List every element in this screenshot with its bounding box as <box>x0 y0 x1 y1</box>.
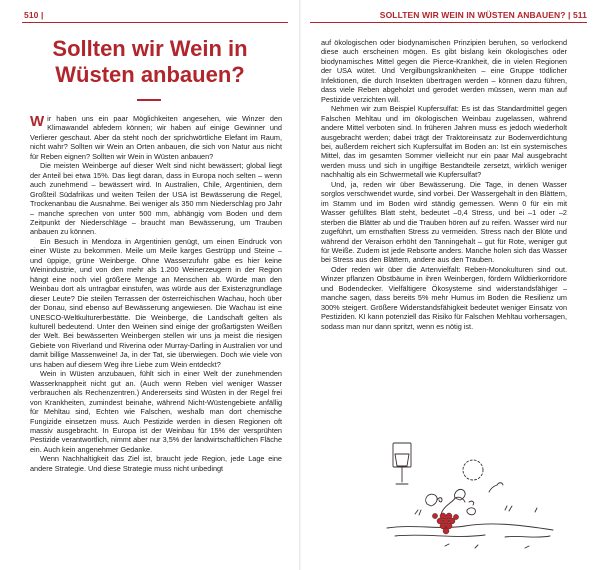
left-header-rule <box>22 22 288 23</box>
body-paragraph: Wein in Wüsten anzubauen, fühlt sich in einer Welt der zunehmenden Wasserknappheit nicht gut an. (Auch wenn Reben viel weniger Wasser verbrauchen als Rechenzentren.) Andererseits sind Wüsten in der Regel frei von Krankheiten, zumindest beinahe, während Nicht-Wüstengebiete anfällig für Mehltau sind, Echten wie Falschen, weshalb man dort chemische Fungizide einsetzen muss. Auch Pestizide werden in diesen Regionen oft massiv ausgebracht. In Europa ist der Weinbau für 15% der versprühten Pestizide verantwortlich, nimmt aber nur 3,5% der landwirtschaftlichen Fläche ein. Auch kein angenehmer Gedanke. <box>30 369 282 454</box>
header-separator-left: | <box>40 10 44 20</box>
body-paragraph: auf ökologischen oder biodynamischen Prinzipien beruhen, so verlockend diese auch erscheinen mögen. Es gibt bislang kein ökologisches oder biodynamisches Mittel gegen die Pierce-Krankheit, die in vielen Regionen der USA wütet. Und Vergilbungskrankheiten – eine Gruppe tödlicher Infektionen, die durch Insekten übertragen werden – können dazu führen, dass viele Reben abgeholzt und gerodet werden müssen, wenn man auf Pestizide verzichten will. <box>321 38 567 104</box>
page-number-left: 510 <box>24 10 39 20</box>
title-rule <box>137 99 161 101</box>
chapter-title: Sollten wir Wein in Wüsten anbauen? <box>52 36 248 87</box>
left-running-header <box>24 10 43 20</box>
right-running-header <box>380 10 587 20</box>
body-paragraph: Ein Besuch in Mendoza in Argentinien genügt, um einen Eindruck von einer Wüste zu bekommen. Meile um Meile karges Gestrüpp und Steine – und üppige, grüne Weinberge. Ohne Wasserzufuhr gäbe es hier keine Weinindustrie, und von den mehr als 1.200 Weinerzeugern in der Region hängt eine noch viel größere Menge an Menschen ab. Würde man den Weinbau dort als untragbar einstufen, was würde aus der Existenzgrundlage dieser Leute? Die steilen Terrassen der österreichischen Wachau, hoch über der Donau, sind ebenso auf Bewässerung angewiesen. Die Wachau ist eine UNESCO-Weltkulturerbestätte. Die Weinberge, die Landschaft gelten als kulturell bedeutend. Unter den Weinen sind einige der großartigsten Weißen der Welt. Bei bewässerten Weinbergen stellen wir uns ja meist die riesigen Gebiete von Riverland und Riverina oder Murray-Darling in Australien vor und damit billige Massenweine! Ja, in der Tat, sie überwiegen. Doch wie viele von uns haben auf diesem Weg ihre Liebe zum Wein entdeckt? <box>30 236 282 369</box>
vine-with-glass-icon <box>385 440 555 558</box>
body-paragraph: Oder reden wir über die Artenvielfalt: Reben-Monokulturen sind out. Winzer pflanzen Obstbäume in ihren Weinbergen, fördern Wildtierkorridore und Bodendecker. Vielfältigere Ökosysteme sind widerstandsfähiger – manche sagen, dass bereits 5% mehr Humus im Boden die Resilienz um 300% steigert. Größere Widerstandsfähigkeit bedeutet weniger Einsatz von Pestiziden. KI kann potenziell das Risiko für Falschen Mehltau vorhersagen, sodass man nur dann spritzt, wenn es nötig ist. <box>321 264 567 331</box>
page-number-right: 511 <box>572 10 587 20</box>
body-paragraph: Wir haben uns ein paar Möglichkeiten angesehen, wie Winzer den Klimawandel abfedern können; wir haben auf einige Gewinner und Verlierer geschaut. Aber da steht noch der sprichwörtliche Elefant im Raum, nicht wahr? Sollten wir Wein an Orten anbauen, die sich von Natur aus nicht für Reben eignen? Sollten wir Wein in Wüsten anbauen? <box>30 113 282 161</box>
drop-cap: W <box>30 113 45 130</box>
body-paragraph: Die meisten Weinberge auf dieser Welt sind nicht bewässert; global liegt der Anteil bei etwa 15%. Das liegt daran, dass in Europa noch selten – wenn auch zunehmend – bewässert wird. In Australien, Chile, Argentinien, dem Großteil Südafrikas und weiten Teilen der USA ist Bewässerung die Regel, Trockenanbau die Ausnahme. Bei weniger als 350 mm Niederschlag pro Jahr – manche sprechen von unter 500 mm, abhängig vom Boden und dem Zeitpunkt der Niederschläge – braucht man Bewässerung, um Trauben anbauen zu können. <box>30 161 282 237</box>
header-separator-right: | <box>568 10 571 20</box>
left-body-text <box>30 114 282 473</box>
right-body-text <box>321 38 567 331</box>
body-paragraph: Und, ja, reden wir über Bewässerung. Die Tage, in denen Wasser sorglos verschwendet wurde, sind vorbei. Der Wassergehalt in den Blättern, im Stamm und im Boden wird ständig gemessen. Wenn 0 für ein mit Wasser gefülltes Blatt steht, bedeutet –0,4 Stress, und bei –1 oder –2 sterben die Blätter ab und die Trauben hören auf zu reifen. Wasser wird nur zugeführt, um ernsthaften Stress zu vermeiden. Stress nach der Blüte und während der Veraison erhöht den Tanningehalt – gut für Rote, weniger gut für Weiße. Zudem ist jede Rebsorte anders. Manche holen sich das Wasser bei Stress aus den Blättern, andere aus den Trauben. <box>321 179 567 265</box>
body-paragraph: Wenn Nachhaltigkeit das Ziel ist, braucht jede Region, jede Lage eine andere Strategie. Und diese Strategie muss nicht unbedingt <box>30 454 282 473</box>
running-title: SOLLTEN WIR WEIN IN WÜSTEN ANBAUEN? <box>379 10 566 20</box>
right-header-rule <box>310 22 587 23</box>
body-paragraph: Nehmen wir zum Beispiel Kupfersulfat: Es ist das Standardmittel gegen Falschen Mehltau und im ökologischen Weinbau zugelassen, während andere Mittel verboten sind. In früheren Jahren muss es jedoch wiederholt ausgebracht werden; dabei trägt der Traktoreinsatz zur Bodenverdichtung bei, außerdem reichert sich Kupfersulfat im Boden an: Ist ein systemisches Mittel, das im gesamten Sommer vielleicht nur ein paar Mal ausgebracht werden muss und sich in ungiftige Bestandteile zersetzt, wirklich weniger nachhaltig als ein Schwermetall wie Kupfersulfat? <box>321 104 567 180</box>
